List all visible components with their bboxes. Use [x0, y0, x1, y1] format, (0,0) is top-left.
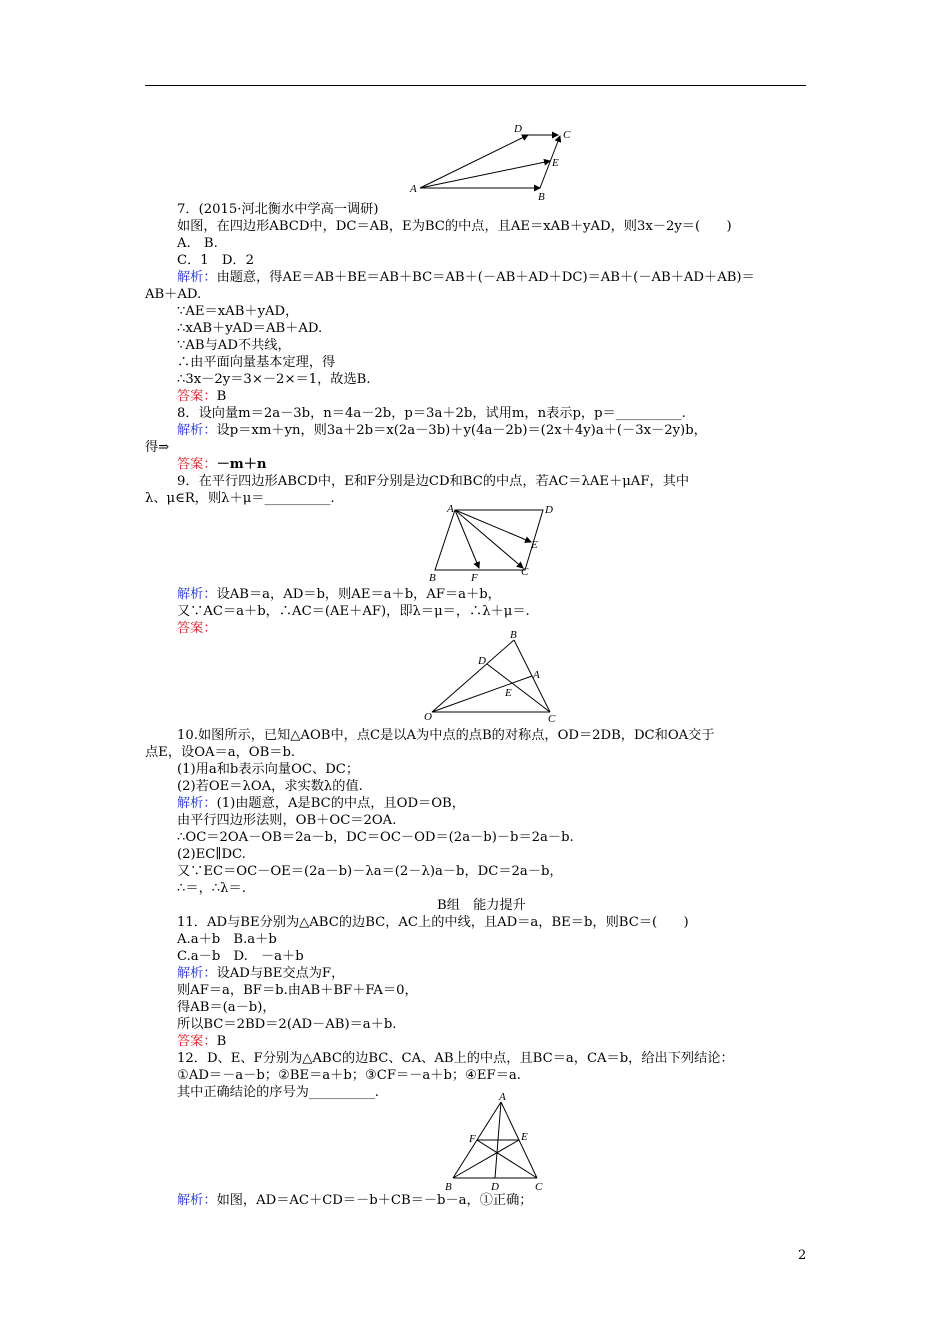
label-C: C: [563, 129, 571, 141]
q10-step2: ∴OC＝2OA－OB＝2a－b，DC＝OC－OD＝(2a－b)－b＝2a－b.: [177, 830, 574, 845]
label-C: C: [535, 1181, 543, 1193]
q11-answer: [177, 1033, 847, 1050]
q9-stem-cont: λ、μ∈R，则λ＋μ＝__________.: [145, 491, 335, 506]
label-A: A: [410, 183, 417, 195]
answer-label: 答案：: [177, 389, 217, 404]
q9-stem: 9．在平行四边形ABCD中，E和F分别是边CD和BC的中点，若AC＝λAE＋μAF，其中: [177, 474, 690, 489]
q12-analysis: [177, 1192, 847, 1209]
q8-answer: [177, 456, 847, 473]
label-O: O: [424, 711, 432, 723]
q7-analysis-cont: AB＋AD.: [145, 287, 202, 302]
label-C: C: [521, 566, 529, 578]
q11-analysis-text: 设AD与BE交点为F，: [216, 966, 345, 981]
q11-step2: 得AB＝(a－b)，: [177, 1000, 276, 1015]
q10-step5: ∴＝，∴λ＝.: [177, 881, 246, 896]
q11-step3: 所以BC＝2BD＝2(AD－AB)＝a＋b.: [177, 1017, 397, 1032]
q12-analysis-text: 如图，AD＝AC＋CD＝－b＋CB＝－b－a，①正确；: [216, 1193, 533, 1208]
label-E: E: [531, 539, 538, 551]
q7-step2: ∴xAB＋yAD＝AB＋AD.: [177, 321, 323, 336]
header-rule: [145, 85, 806, 86]
label-D: D: [491, 1181, 499, 1193]
label-E: E: [552, 157, 559, 169]
analysis-label: 解析：: [177, 423, 217, 438]
q9-answer: [177, 620, 847, 637]
q9-analysis: [177, 586, 847, 603]
q7-answer-value: B: [216, 389, 227, 404]
q7-answer: [177, 388, 847, 405]
label-F: F: [471, 572, 478, 584]
q12-question: 其中正确结论的序号为__________.: [177, 1085, 380, 1100]
analysis-label: 解析：: [177, 966, 217, 981]
label-B: B: [429, 572, 436, 584]
analysis-label: 解析：: [177, 1193, 217, 1208]
q7-analysis-text: 由题意，得AE＝AB＋BE＝AB＋BC＝AB＋(－AB＋AD＋DC)＝AB＋(－AB＋AD＋AB)＝: [216, 270, 755, 285]
q11-options-ab: A.a＋b B.a＋b: [177, 932, 277, 947]
q11-step1: 则AF＝a，BF＝b.由AB＋BF＋FA＝0，: [177, 983, 418, 998]
label-F: F: [469, 1133, 476, 1145]
q7-step5: ∴3x－2y＝3×－2×＝1，故选B.: [177, 372, 371, 387]
q11-analysis: [177, 965, 847, 982]
q7-step1: ∵AE＝xAB＋yAD，: [177, 304, 299, 319]
label-D: D: [545, 504, 553, 516]
q7-title: 7．(2015·河北衡水中学高一调研): [177, 202, 379, 217]
figure-quadrilateral: [410, 122, 580, 204]
answer-label: 答案：: [177, 457, 217, 472]
label-A: A: [447, 503, 454, 515]
label-A: A: [533, 669, 540, 681]
q8-answer-value: －m＋n: [216, 457, 267, 472]
q10-part2: (2)若OE＝λOA，求实数λ的值.: [177, 779, 363, 794]
analysis-label: 解析：: [177, 796, 217, 811]
section-heading: B组 能力提升: [437, 898, 526, 913]
q10-step4: 又∵EC＝OC－OE＝(2a－b)－λa＝(2－λ)a－b，DC＝2a－b，: [177, 864, 563, 879]
q11-options-cd: C.a－b D. －a＋b: [177, 949, 304, 964]
q10-part1: (1)用a和b表示向量OC、DC；: [177, 762, 360, 777]
q7-options-cd: C．1 D．2: [177, 253, 255, 268]
answer-label: 答案：: [177, 1034, 217, 1049]
figure-parallelogram: [425, 502, 565, 584]
q12-stem: 12．D、E、F分别为△ABC的边BC、CA、AB上的中点，且BC＝a，CA＝b，给出下列结论：: [177, 1051, 734, 1066]
label-D: D: [478, 655, 486, 667]
q7-step4: ∴由平面向量基本定理，得: [177, 355, 336, 370]
q7-step3: ∵AB与AD不共线，: [177, 338, 291, 353]
figure-triangle-medians: [445, 1090, 555, 1194]
label-B: B: [510, 629, 517, 641]
q8-stem: 8．设向量m＝2a－3b，n＝4a－2b，p＝3a＋2b，试用m，n表示p，p＝__________.: [177, 406, 686, 421]
q11-answer-value: B: [216, 1034, 227, 1049]
label-E: E: [505, 687, 512, 699]
q10-stem: 10.如图所示，已知△AOB中，点C是以A为中点的点B的对称点，OD＝2DB，DC和OA交于: [177, 728, 715, 743]
q12-conclusions: ①AD＝－a－b；②BE＝a＋b；③CF＝－a＋b；④EF＝a.: [177, 1068, 521, 1083]
q9-analysis-cont: 又∵AC＝a＋b，∴AC＝(AE＋AF)，即λ＝μ＝，∴λ＋μ＝.: [177, 604, 530, 619]
label-A: A: [499, 1091, 506, 1103]
q8-analysis-cont: 得⇒: [145, 440, 170, 455]
q10-analysis: [177, 795, 847, 812]
q8-analysis: [177, 422, 847, 439]
q11-stem: 11．AD与BE分别为△ABC的边BC，AC上的中线，且AD＝a，BE＝b，则BC＝( ): [177, 915, 689, 930]
q10-stem-cont: 点E，设OA＝a，OB＝b.: [145, 745, 296, 760]
q7-analysis: [177, 269, 847, 286]
label-E: E: [521, 1131, 528, 1143]
page-number: 2: [798, 1248, 807, 1263]
q10-step3: (2)EC∥DC.: [177, 847, 246, 862]
label-D: D: [514, 123, 522, 135]
answer-label: 答案：: [177, 621, 217, 636]
q9-analysis-text: 设AB＝a，AD＝b，则AE＝a＋b，AF＝a＋b，: [216, 587, 501, 602]
q10-analysis-text: (1)由题意，A是BC的中点，且OD＝OB，: [216, 796, 465, 811]
analysis-label: 解析：: [177, 587, 217, 602]
label-B: B: [445, 1181, 452, 1193]
label-C: C: [548, 713, 556, 725]
q7-options-ab: A. B.: [177, 236, 218, 251]
q8-analysis-text: 设p＝xm＋yn，则3a＋2b＝x(2a－3b)＋y(4a－2b)＝(2x＋4y)a＋(－3x－2y)b，: [216, 423, 707, 438]
label-B: B: [538, 191, 545, 203]
analysis-label: 解析：: [177, 270, 217, 285]
q10-step1: 由平行四边形法则，OB＋OC＝2OA.: [177, 813, 397, 828]
q7-stem: 如图，在四边形ABCD中，DC＝AB，E为BC的中点，且AE＝xAB＋yAD，则3x－2y＝( ): [177, 219, 732, 234]
figure-triangle-aob: [420, 628, 570, 724]
